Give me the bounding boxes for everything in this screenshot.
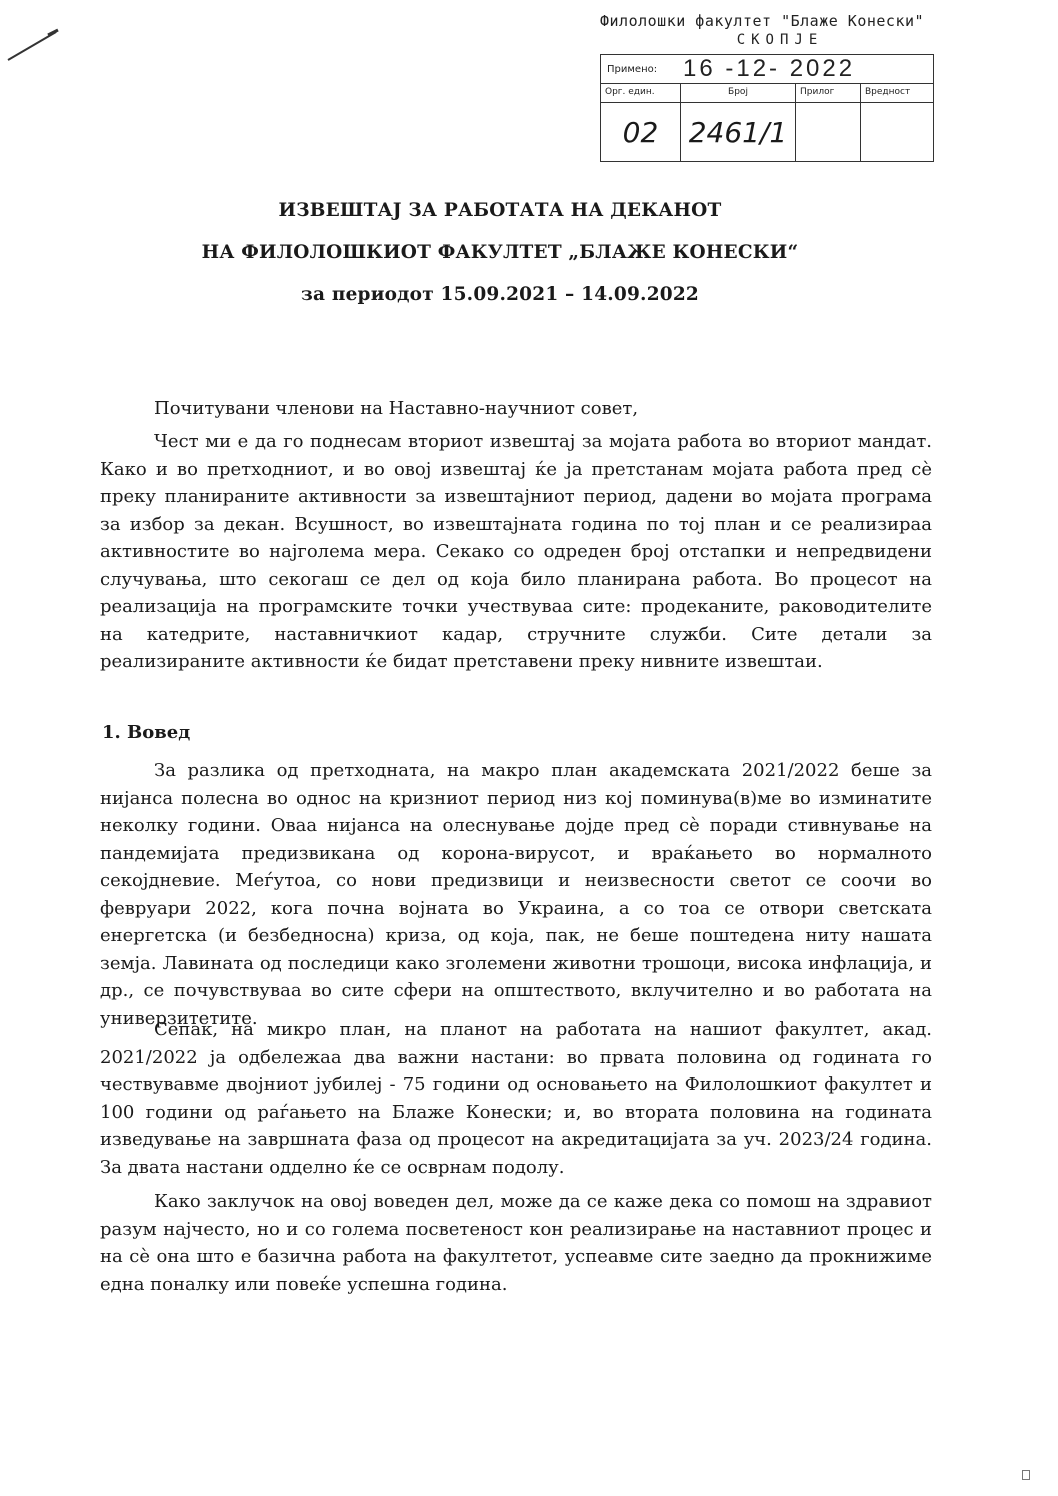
pen-stroke-mark	[6, 26, 66, 66]
stamp-number-value: 2461/1	[681, 103, 796, 161]
stamp-col-value: Вредност	[865, 87, 911, 97]
section1-paragraph-3: Како заклучок на овој воведен дел, може да се каже дека со помош на здравиот разум најчесто, но и со голема посветеност кон реализирање на наставниот процес и на сè она што е базична работа на факултетот, успеавме сите заедно да прокнижиме една поналку или повеќе успешна година.	[100, 1191, 932, 1295]
stamp-col-number: Број	[681, 84, 796, 102]
stamp-table	[600, 54, 934, 162]
document-title-period: за периодот 15.09.2021 – 14.09.2022	[301, 284, 699, 305]
document-title-line1: ИЗВЕШТАЈ ЗА РАБОТАТА НА ДЕКАНОТ	[278, 200, 722, 221]
stamp-value-value	[861, 103, 933, 161]
section-heading: 1. Вовед	[102, 722, 191, 743]
stamp-org-unit-value: 02	[601, 103, 681, 161]
stamp-received-date: 16 -12- 2022	[683, 55, 856, 82]
stamp-column-headers	[601, 84, 933, 103]
stamp-col-attachment: Прилог	[796, 84, 861, 102]
intro-paragraph: Чест ми е да го поднесам вториот извештај за мојата работа во вториот мандат. Како и во претходниот, и во овој извештај ќе ја претстанам мојата работа пред сè преку планираните активности за извештајниот период, дадени во мојата програма за избор за декан. Всушност, во извештајната година по тој план и се реализираа активностите во најголема мера. Секако со одреден број отстапки и непредвидени случувања, што секогаш се дел од која било планирана работа. Во процесот на реализација на програмските точки учествуваа сите: продеканите, раководителите на катедрите, наставничкиот кадар, стручните служби. Сите детали за реализираните активности ќе бидат претставени преку нивните извештаи.	[100, 431, 932, 672]
section1-paragraph-2: Сепак, на микро план, на планот на работата на нашиот факултет, акад. 2021/2022 ја одбележаа два важни настани: во првата половина од годината го чествувавме двојниот јубилеј - 75 години од основањето на Филолошкиот факултет и 100 години од раѓањето на Блаже Конески; и, во втората половина на годината изведување на завршната фаза од процесот на акредитацијата за уч. 2023/24 година. За двата настани одделно ќе се осврнам подолу.	[100, 1019, 932, 1178]
document-title-line2: НА ФИЛОЛОШКИОТ ФАКУЛТЕТ „БЛАЖЕ КОНЕСКИ“	[201, 242, 799, 263]
stamp-values-row	[601, 103, 933, 161]
scan-corner-mark	[1022, 1470, 1030, 1480]
section1-paragraph-1: За разлика од претходната, на макро план академската 2021/2022 беше за нијанса полесна во однос на кризниот период низ кој поминува(в)ме во изминатите неколку години. Оваа нијанса на олеснување дојде пред сè поради стивнување на пандемијата предизвикана од корона-вирусот, и враќањето во нормалното секојдневие. Меѓутоа, со нови предизвици и неизвесности светот се соочи во февруари 2022, кога почна војната во Украина, а со тоа се отвори светската енергетска (и безбедносна) криза, од која, пак, не беше поштедена ниту нашата земја. Лавината од последици како зголемени животни трошоци, висока инфлација, и др., се почувствуваа во сите сфери на општеството, вклучително и во работата на универзитетите.	[100, 760, 932, 1029]
stamp-city: СКОПЈЕ	[736, 32, 824, 48]
stamp-received-label: Примено:	[607, 63, 658, 75]
salutation: Почитувани членови на Наставно-научниот совет,	[154, 398, 639, 419]
registration-stamp	[600, 12, 940, 162]
stamp-attachment-value	[796, 103, 861, 161]
stamp-received-row	[601, 55, 933, 84]
stamp-col-org-unit: Орг. един.	[601, 84, 681, 102]
stamp-institution: Филолошки факултет "Блаже Конески"	[600, 12, 925, 30]
